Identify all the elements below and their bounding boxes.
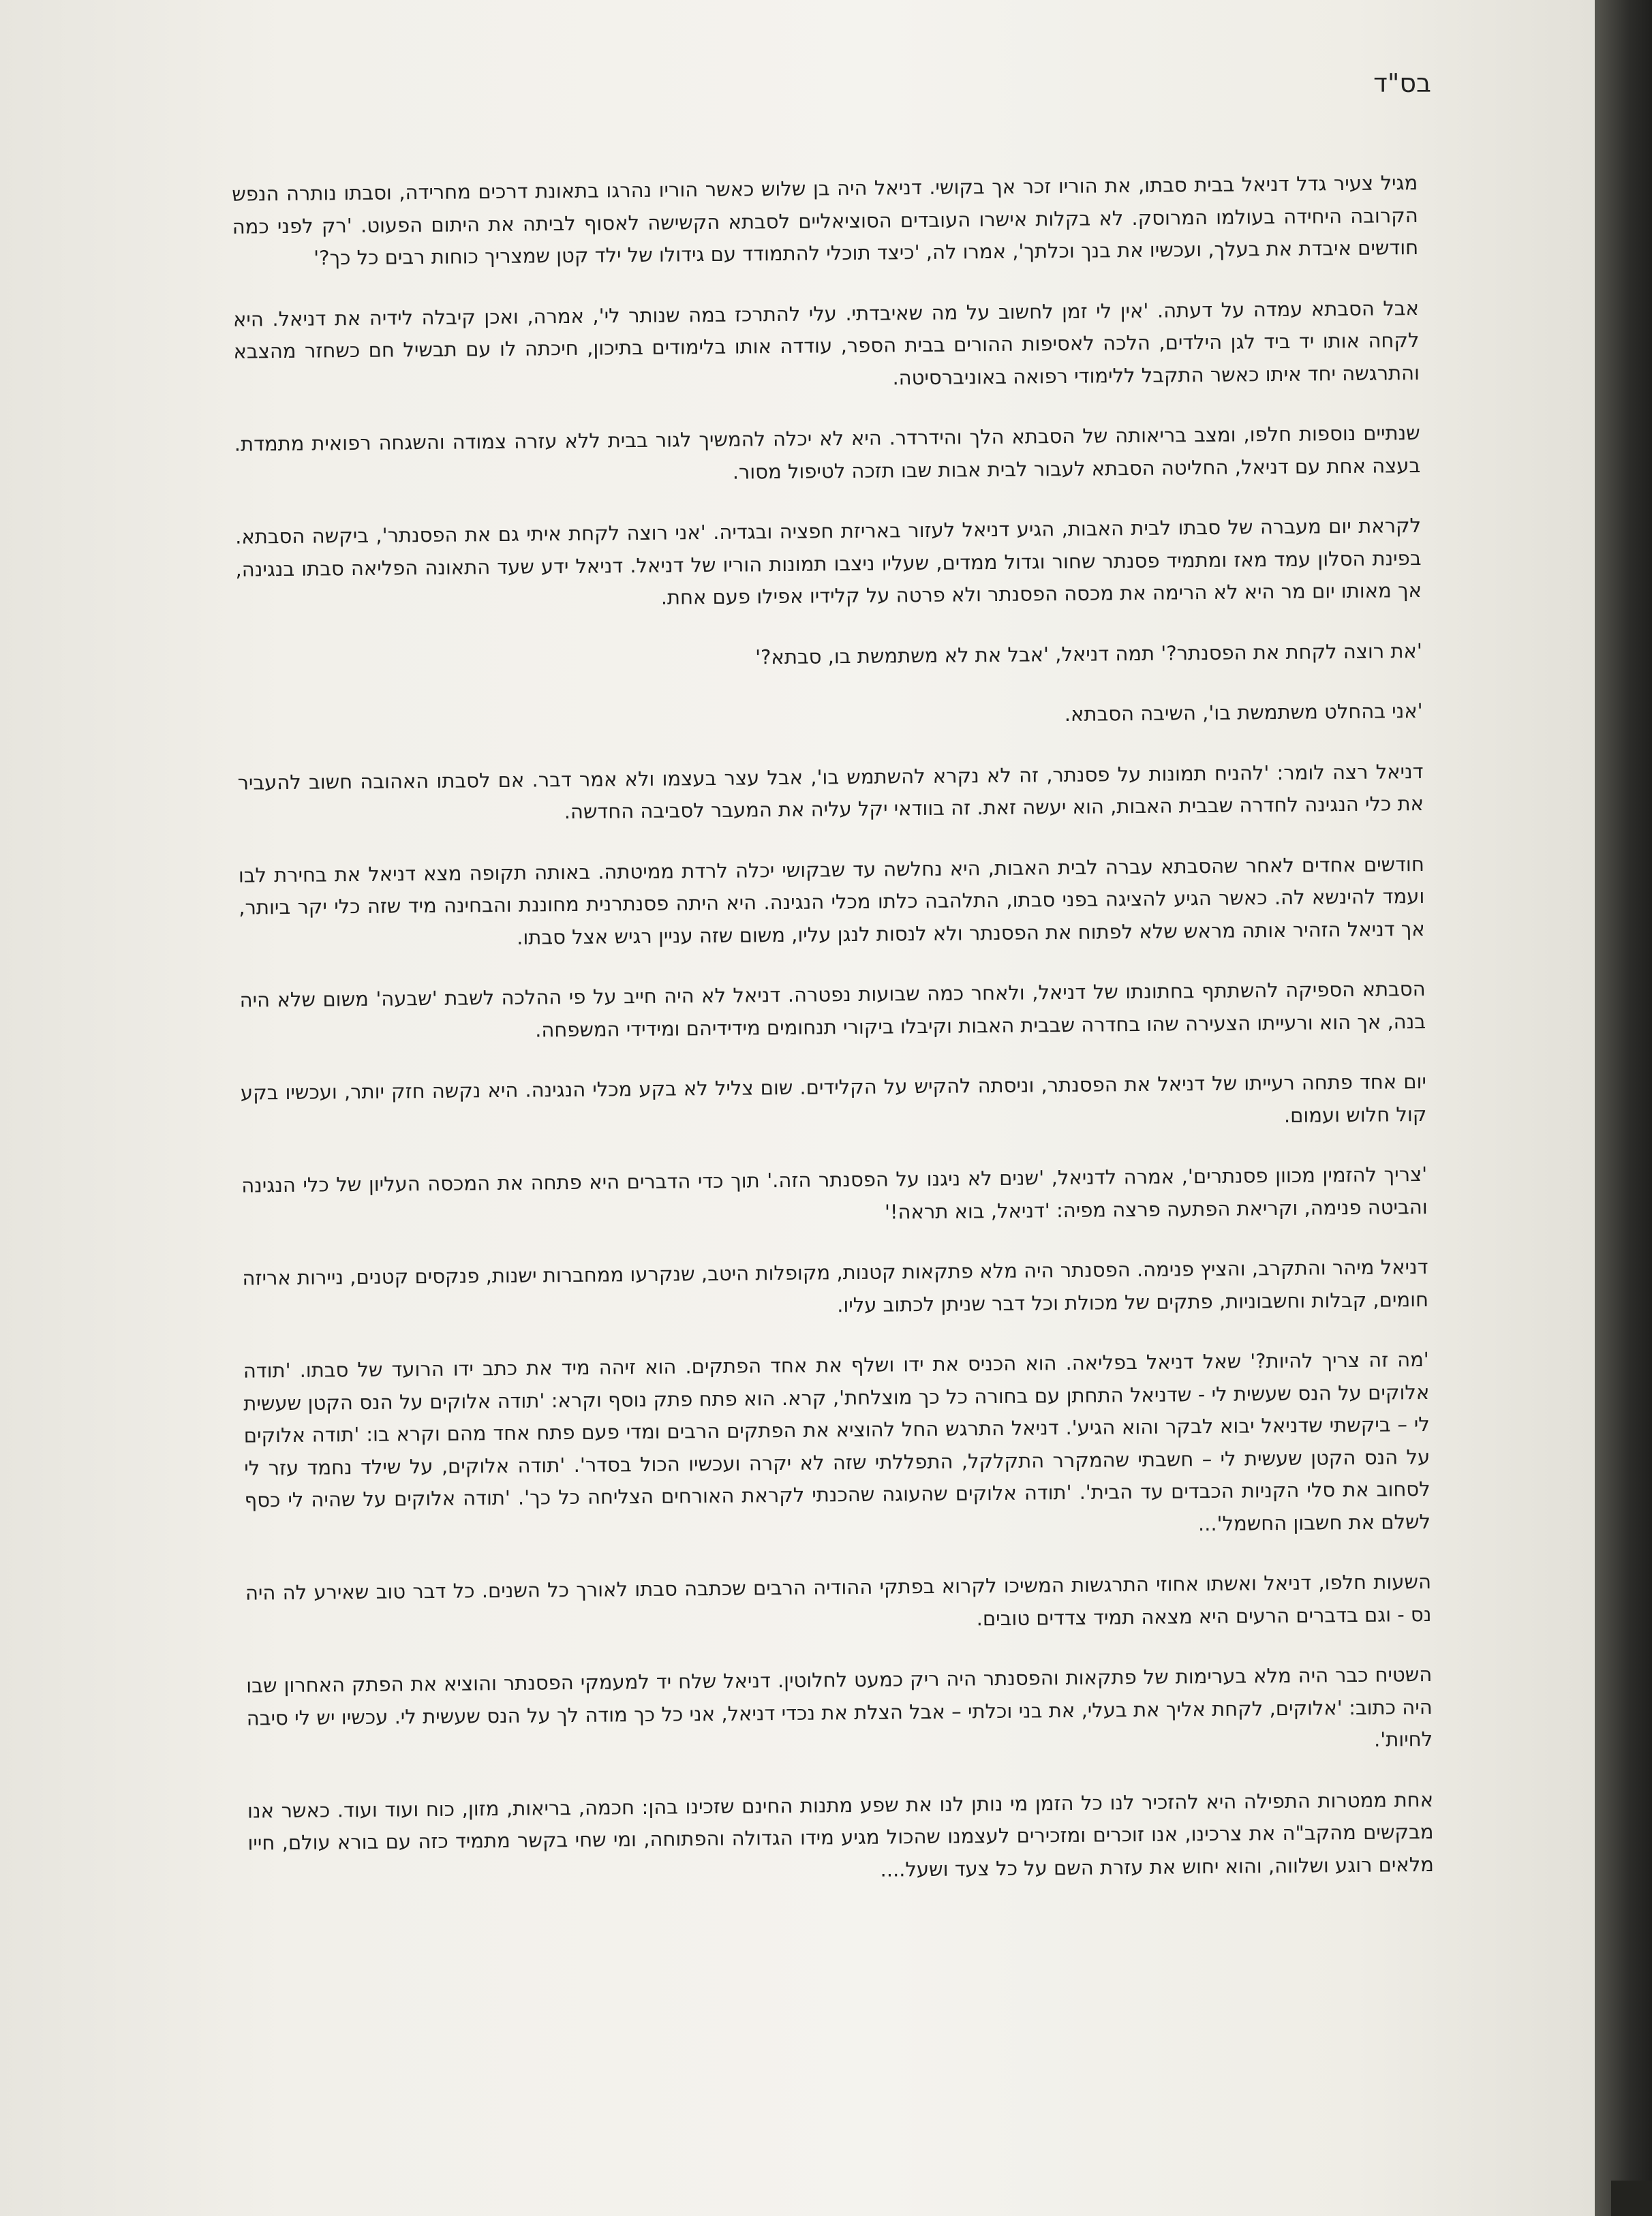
- paragraph: יום אחד פתחה רעייתו של דניאל את הפסנתר, וניסתה להקיש על הקלידים. שום צליל לא בקע מכלי הנגינה. היא נקשה חזק יותר, ועכשיו בקע קול חלוש ועמום.: [240, 1069, 1427, 1127]
- page-header-mark: בס"ד: [1373, 68, 1431, 98]
- paragraph: 'אני בהחלט משתמשת בו', השיבה הסבתא.: [1064, 698, 1423, 726]
- paragraph: 'את רוצה לקחת את הפסנתר?' תמה דניאל, 'אבל את לא משתמשת בו, סבתא?': [754, 638, 1422, 668]
- paragraph: אבל הסבתא עמדה על דעתה. 'אין לי זמן לחשוב על מה שאיבדתי. עלי להתרכז במה שנותר לי', אמרה, ואכן קיבלה לידיה את דניאל. היא לקחה אותו יד ביד לגן הילדים, הלכה לאסיפות ההורים בבית הספר, עודדה אותו בלימודים בתיכון, חיכתה לו עם תבשיל חם כשחזר מהצבא והתרגשה יחד איתו כאשר התקבל ללימודי רפואה באוניברסיטה.: [232, 296, 1420, 389]
- paragraph: השטיח כבר היה מלא בערימות של פתקאות והפסנתר היה ריק כמעט לחלוטין. דניאל שלח יד למעמקי הפסנתר והוציא את הפתק האחרון שבו היה כתוב: 'אלוקים, לקחת אליך את בעלי, את בני וכלתי – אבל הצלת את נכדי דניאל, אני כל כך מודה לך על הנס שעשית לי. עכשיו יש לי סיבה לחיות'.: [246, 1662, 1433, 1751]
- paragraph: מגיל צעיר גדל דניאל בבית סבתו, את הוריו זכר אך בקושי. דניאל היה בן שלוש כאשר הוריו נהרגו בתאונת דרכים מחרידה, וסבתו נותרה הנפש הקרובה היחידה בעולמו המרוסק. לא בקלות אישרו העובדים הסוציאליים לסבתא הקשישה לאסוף לביתה את היתום הפעוט. 'רק לפני כמה חודשים איבדת את בעלך, ועכשיו את בנך וכלתך', אמרו לה, 'כיצד תוכלי להתמודד עם גידולו של ילד קטן שמצריך כוחות רבים כל כך?': [232, 170, 1419, 270]
- story-text: [232, 167, 1434, 1920]
- binder-tab: [1611, 2181, 1652, 2216]
- paragraph: 'צריך להזמין מכוון פסנתרים', אמרה לדניאל, 'שנים לא ניגנו על הפסנתר הזה.' תוך כדי הדברים היא פתחה את המכסה העליון של כלי הנגינה והביטה פנימה, וקריאת הפתעה פרצה מפיה: 'דניאל, בוא תראה!': [241, 1162, 1428, 1224]
- paragraph: אחת ממטרות התפילה היא להזכיר לנו כל הזמן מי נותן לנו את שפע מתנות החינם שזכינו בהן: חכמה, בריאות, מזון, כוח ועוד ועוד. כאשר אנו מבקשים מהקב"ה את צרכינו, אנו זוכרים ומזכירים לעצמנו שהכול מגיע מידו הגדולה והפתוחה, ומי שחי בקשר מתמיד כזה עם בורא עולם, חייו מלאים רוגע ושלווה, והוא יחוש את עזרת השם על כל צעד ושעל....: [247, 1787, 1435, 1881]
- paragraph: השעות חלפו, דניאל ואשתו אחוזי התרגשות המשיכו לקרוא בפתקי ההודיה הרבים שכתבה סבתו לאורך כל השנים. כל דבר טוב שאירע לה היה נס - וגם בדברים הרעים היא מצאה תמיד צדדים טובים.: [245, 1569, 1432, 1630]
- paragraph: 'מה זה צריך להיות?' שאל דניאל בפליאה. הוא הכניס את ידו ושלף את אחד הפתקים. הוא זיהה מיד את כתב ידו הרועד של סבתו. 'תודה אלוקים על הנס שעשית לי - שדניאל התחתן עם בחורה כל כך מוצלחת', קרא. הוא פתח פתק נוסף וקרא: 'תודה אלוקים על הנס הקטן שעשית לי – ביקשתי שדניאל יבוא לבקר והוא הגיע'. דניאל התרגש החל להוציא את הפתקים הרבים ומדי פעם פתח אחד מהם וקרא בו: 'תודה אלוקים על הנס הקטן שעשית לי – חשבתי שהמקרר התקלקל, התפללתי שזה לא יקרה ועכשיו הכול בסדר'. 'תודה אלוקים, על שילד נחמד עזר לי לסחוב את סלי הקניות הכבדים עד הבית'. 'תודה אלוקים שהעוגה שהכנתי לקראת האורחים הצליחה כל כך'. 'תודה אלוקים על שהיה לי כסף לשלם את חשבון החשמל'...: [243, 1347, 1431, 1535]
- paragraph: דניאל רצה לומר: 'להניח תמונות על פסנתר, זה לא נקרא להשתמש בו', אבל עצר בעצמו ולא אמר דבר. אם לסבתו האהובה חשוב להעביר את כלי הנגינה לחדרה שבבית האבות, הוא יעשה זאת. זה בוודאי יקל עליה את המעבר לסביבה החדשה.: [237, 759, 1424, 824]
- paragraph: דניאל מיהר והתקרב, והציץ פנימה. הפסנתר היה מלא פתקאות קטנות, מקופלות היטב, שנקרעו ממחברות ישנות, פנקסים קטנים, ניירות אריזה חומים, קבלות וחשבוניות, פתקים של מכולת וכל דבר שניתן לכתוב עליו.: [242, 1255, 1429, 1317]
- paragraph: חודשים אחדים לאחר שהסבתא עברה לבית האבות, היא נחלשה עד שבקושי יכלה לרדת ממיטתה. באותה תקופה מצא דניאל את בחירת לבו ועמד להינשא לה. כאשר הגיע להציגה בפני סבתו, התלהבה כלתו מכלי הנגינה. היא היתה פסנתרנית מחוננת והבחינה מיד שזה כלי יקר ביותר, אך דניאל הזהיר אותה מראש שלא לפתוח את הפסנתר ולא לנסות לנגן עליו, משום שזה עניין רגיש אצל סבתו.: [238, 852, 1425, 949]
- page-shadow-edge: [1595, 0, 1652, 2216]
- paragraph: הסבתא הספיקה להשתתף בחתונתו של דניאל, ולאחר כמה שבועות נפטרה. דניאל לא היה חייב על פי ההלכה לשבת 'שבעה' משום שלא היה בנה, אך הוא ורעייתו הצעירה שהו בחדרה שבבית האבות וקיבלו ביקורי תנחומים מידידיהם ומידידי המשפחה.: [239, 976, 1426, 1041]
- paragraph: שנתיים נוספות חלפו, ומצב בריאותה של הסבתא הלך והידרדר. היא לא יכלה להמשיך לגור בבית ללא עזרה צמודה והשגחה רפואית מתמדת. בעצה אחת עם דניאל, החליטה הסבתא לעבור לבית אבות שבו תזכה לטיפול מסור.: [234, 420, 1421, 484]
- paragraph: לקראת יום מעברה של סבתו לבית האבות, הגיע דניאל לעזור באריזת חפציה ובגדיה. 'אני רוצה לקחת איתי גם את הפסנתר', ביקשה הסבתא. בפינת הסלון עמד מאז ומתמיד פסנתר שחור וגדול ממדים, שעליו ניצבו תמונות הוריו של דניאל. דניאל ידע שעד התאונה הפליאה סבתו בנגינה, אך מאותו יום מר היא לא הרימה את מכסה הפסנתר ולא פרטה על קלידיו אפילו פעם אחת.: [234, 513, 1422, 609]
